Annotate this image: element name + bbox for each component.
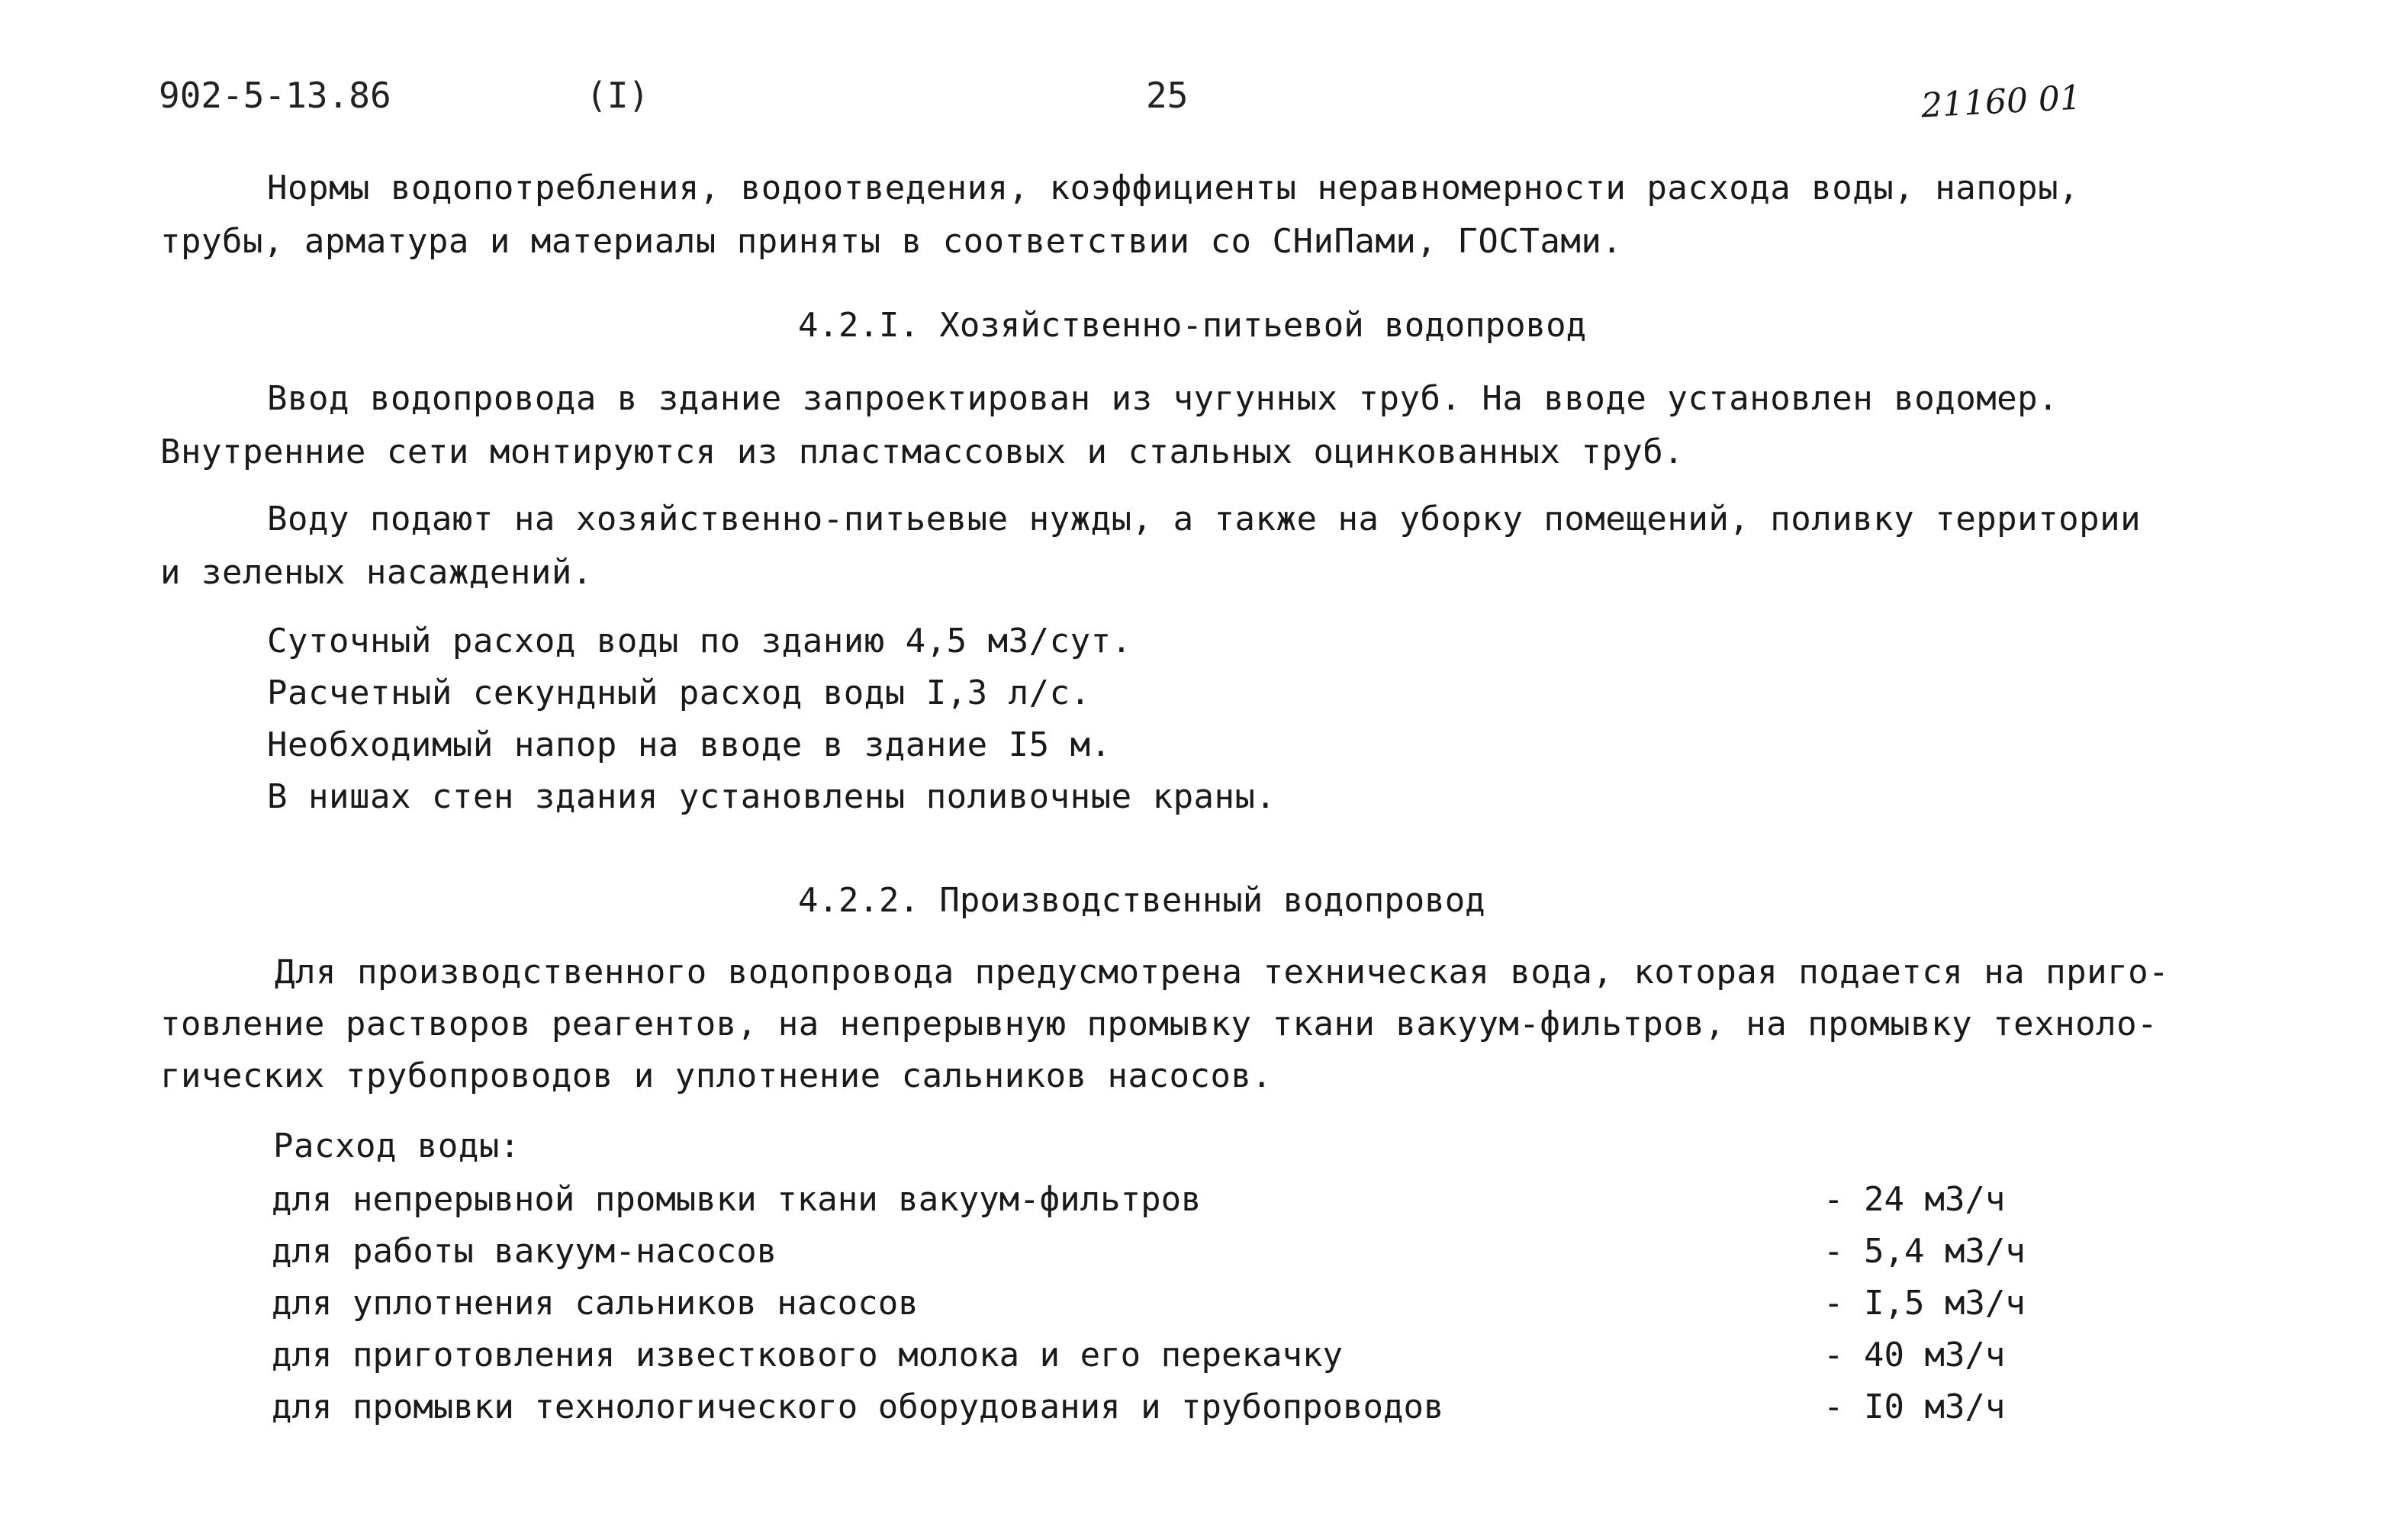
s422-p1-line-1: Для производственного водопровода предусмотрена техническая вода, которая подается на приго-: [275, 953, 2170, 992]
fact-second-flow: Расчетный секундный расход воды I,3 л/с.: [267, 674, 1091, 712]
flow-item-value: - 24 м3/ч: [1823, 1180, 2006, 1219]
document-part: (I): [586, 75, 650, 116]
intro-line-1: Нормы водопотребления, водоотведения, коэффициенты неравномерности расхода воды, напоры,: [267, 169, 2080, 207]
flow-item-value: - 40 м3/ч: [1823, 1336, 2006, 1374]
page-number: 25: [1146, 75, 1189, 116]
section-heading-422: 4.2.2. Производственный водопровод: [798, 881, 1485, 920]
s421-p1-line-2: Внутренние сети монтируются из пластмассовых и стальных оцинкованных труб.: [160, 432, 1685, 471]
fact-watering-taps: В нишах стен здания установлены поливочные краны.: [267, 777, 1276, 816]
s421-p2-line-1: Воду подают на хозяйственно-питьевые нужды, а также на уборку помещений, поливку территории: [267, 500, 2142, 539]
s422-p1-line-2: товление растворов реагентов, на непрерывную промывку ткани вакуум-фильтров, на промывку техноло-: [160, 1005, 2158, 1043]
document-code: 902-5-13.86: [159, 75, 391, 116]
flow-item-label: для работы вакуум-насосов: [272, 1232, 777, 1271]
fact-required-pressure: Необходимый напор на вводе в здание I5 м.: [267, 725, 1112, 764]
flow-item-label: для уплотнения сальников насосов: [272, 1284, 919, 1323]
flow-item-value: - 5,4 м3/ч: [1823, 1232, 2026, 1271]
flow-title: Расход воды:: [273, 1127, 520, 1165]
flow-item-label: для промывки технологического оборудования и трубопроводов: [272, 1387, 1444, 1426]
section-heading-421: 4.2.I. Хозяйственно-питьевой водопровод: [798, 306, 1587, 345]
s422-p1-line-3: гических трубопроводов и уплотнение сальников насосов.: [160, 1056, 1273, 1095]
s421-p2-line-2: и зеленых насаждений.: [160, 553, 593, 592]
flow-item-value: - I,5 м3/ч: [1823, 1284, 2026, 1323]
flow-item-label: для непрерывной промывки ткани вакуум-фильтров: [272, 1180, 1202, 1219]
flow-item-value: - I0 м3/ч: [1823, 1387, 2006, 1426]
fact-daily-flow: Суточный расход воды по зданию 4,5 м3/сут.: [267, 622, 1132, 661]
archive-number: 21160 01: [1920, 78, 2083, 126]
intro-line-2: трубы, арматура и материалы приняты в соответствии со СНиПами, ГОСТами.: [160, 222, 1623, 261]
s421-p1-line-1: Ввод водопровода в здание запроектирован из чугунных труб. На вводе установлен водомер.: [267, 379, 2059, 418]
flow-item-label: для приготовления известкового молока и его перекачку: [272, 1336, 1343, 1374]
